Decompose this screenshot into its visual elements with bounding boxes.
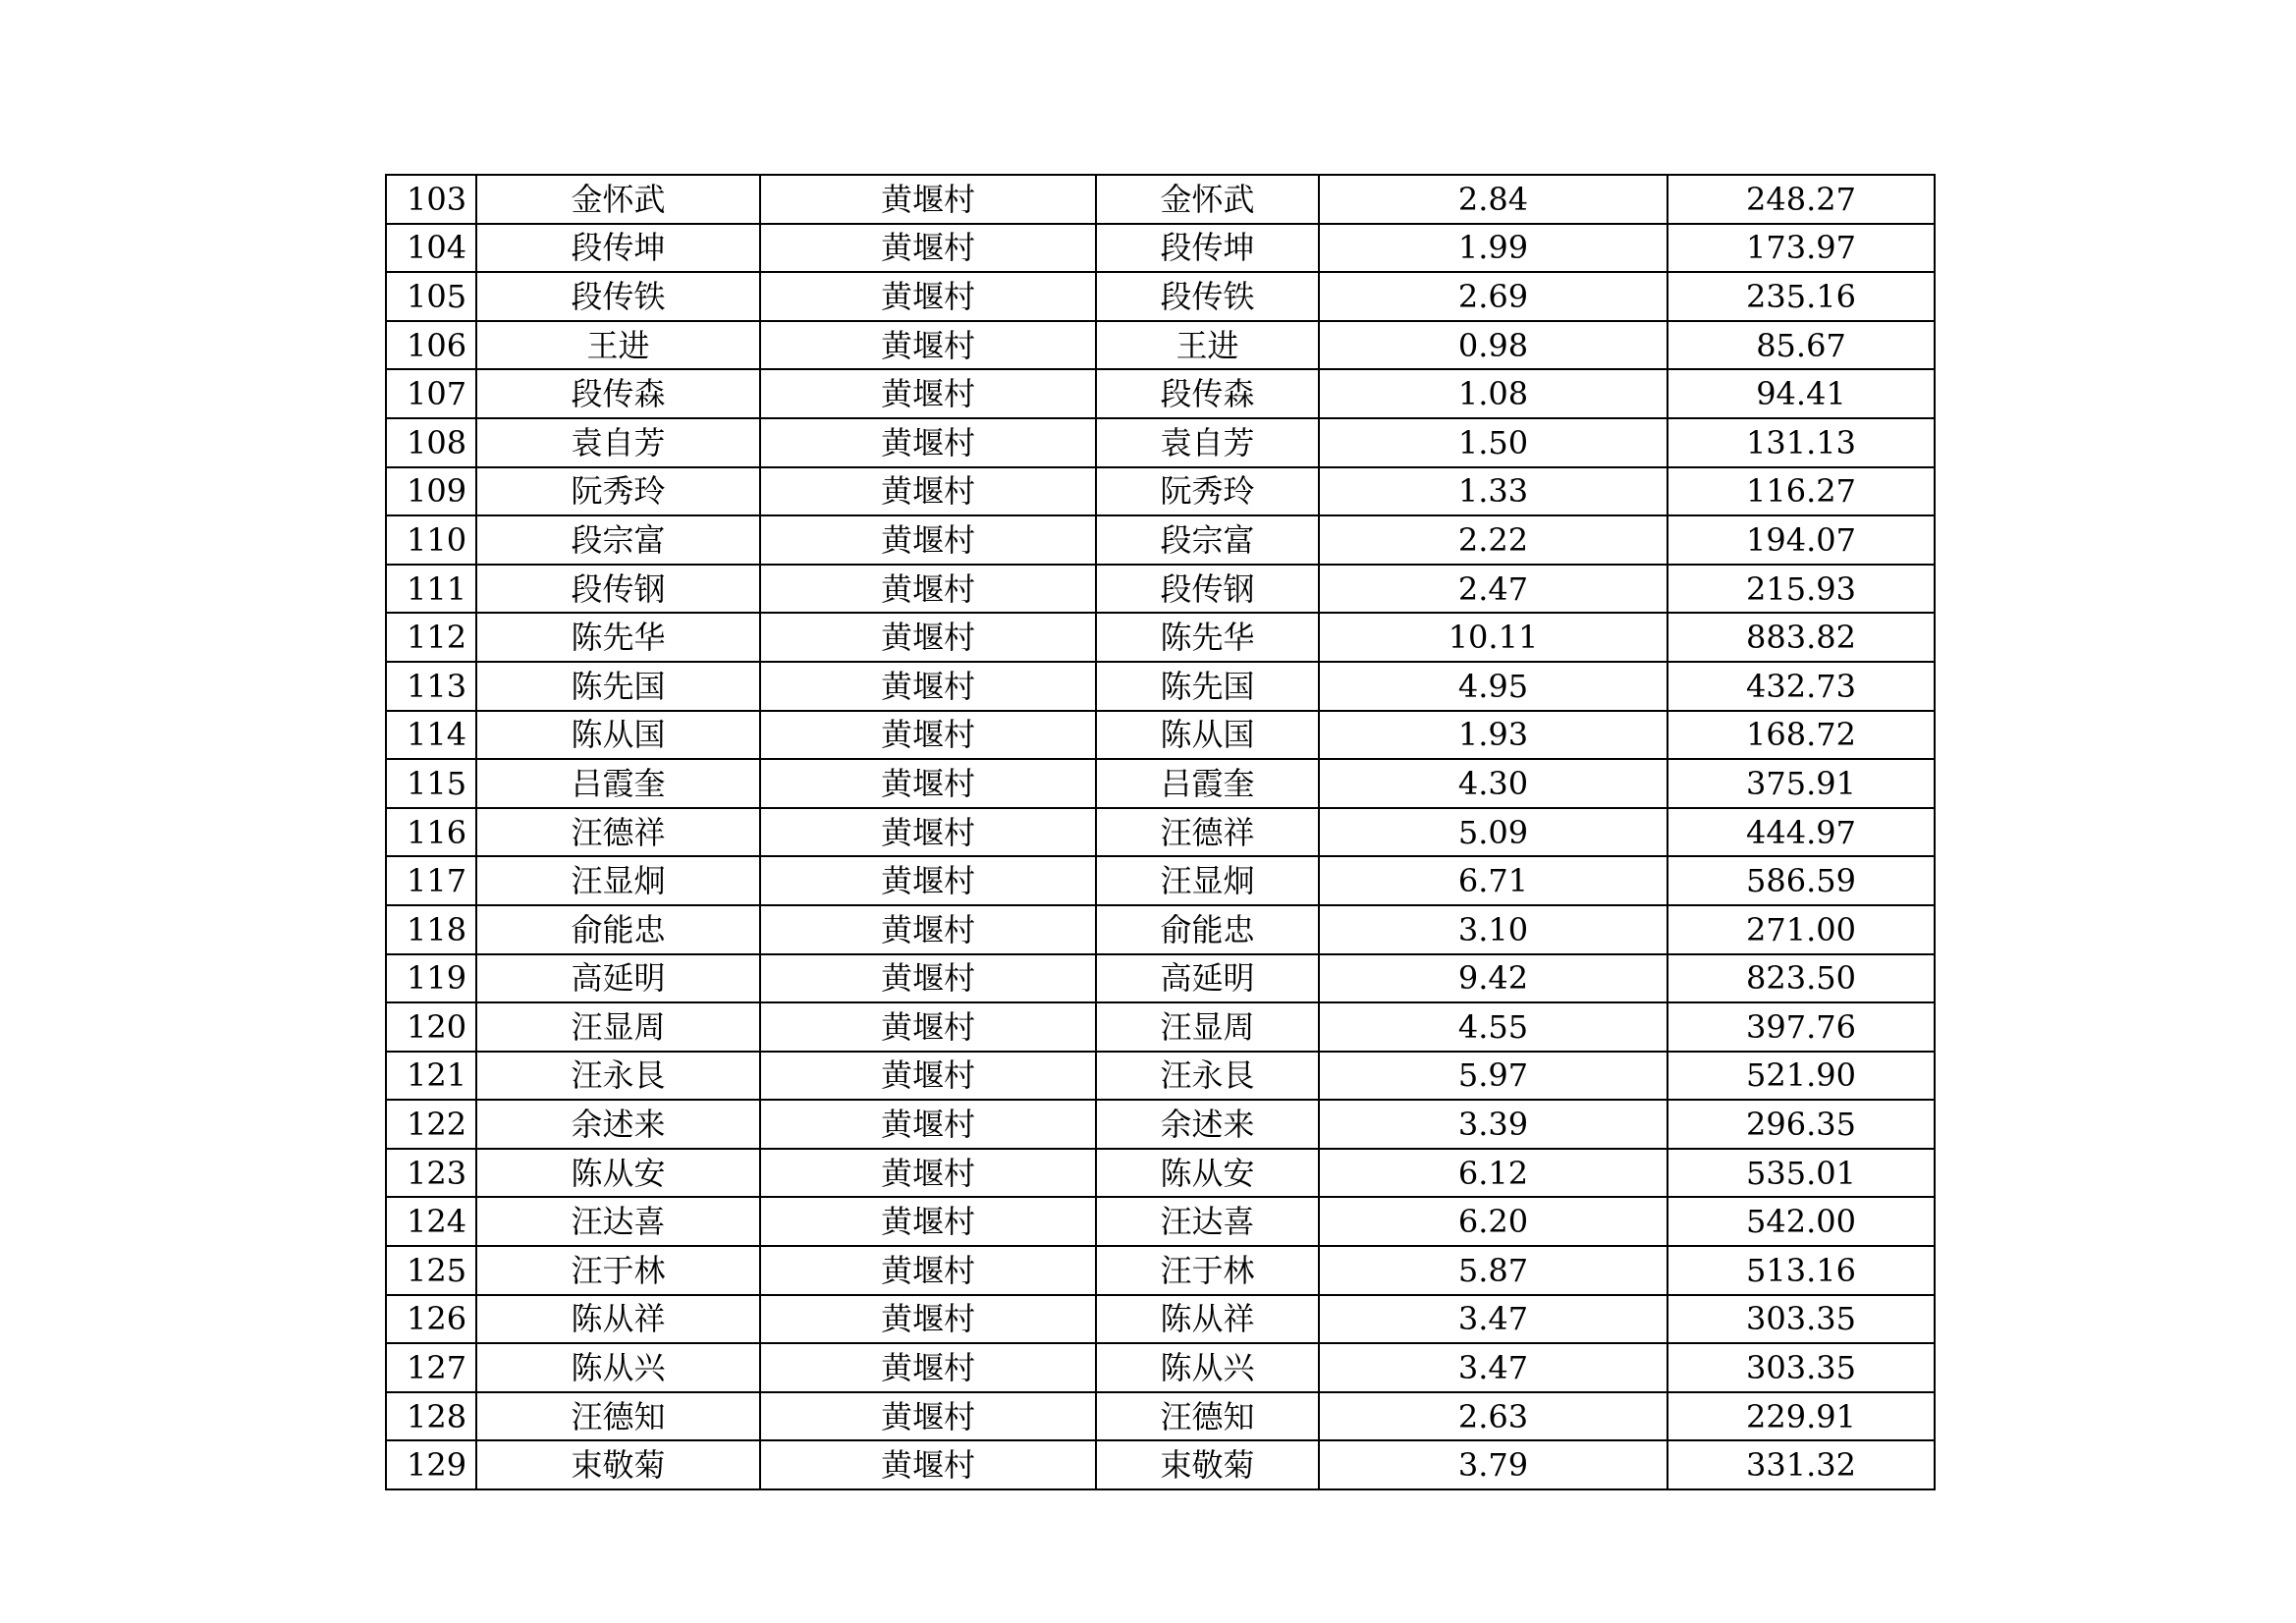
table-row [386, 321, 1935, 370]
area-cell: 5.87 [1319, 1246, 1667, 1295]
name-cell: 陈从兴 [476, 1343, 760, 1392]
village-cell: 黄堰村 [760, 1002, 1096, 1052]
table-row [386, 1149, 1935, 1198]
village-cell: 黄堰村 [760, 711, 1096, 760]
row-number-cell: 117 [386, 856, 476, 905]
village-cell: 黄堰村 [760, 613, 1096, 662]
name-cell: 陈从国 [476, 711, 760, 760]
area-cell: 1.50 [1319, 418, 1667, 467]
village-cell: 黄堰村 [760, 1100, 1096, 1149]
table-row [386, 1197, 1935, 1246]
table-row [386, 856, 1935, 905]
table-row [386, 1100, 1935, 1149]
amount-cell: 194.07 [1667, 515, 1935, 565]
row-number-cell: 113 [386, 662, 476, 711]
table-row [386, 759, 1935, 808]
row-number-cell: 125 [386, 1246, 476, 1295]
table-row [386, 1295, 1935, 1344]
row-number-cell: 111 [386, 565, 476, 614]
name-cell: 阮秀玲 [476, 467, 760, 516]
amount-cell: 131.13 [1667, 418, 1935, 467]
holder-cell: 陈从祥 [1096, 1295, 1319, 1344]
holder-cell: 余述来 [1096, 1100, 1319, 1149]
village-cell: 黄堰村 [760, 224, 1096, 273]
amount-cell: 248.27 [1667, 175, 1935, 224]
amount-cell: 303.35 [1667, 1295, 1935, 1344]
amount-cell: 303.35 [1667, 1343, 1935, 1392]
area-cell: 2.47 [1319, 565, 1667, 614]
area-cell: 6.12 [1319, 1149, 1667, 1198]
amount-cell: 168.72 [1667, 711, 1935, 760]
table-row [386, 1392, 1935, 1441]
row-number-cell: 121 [386, 1052, 476, 1101]
amount-cell: 586.59 [1667, 856, 1935, 905]
village-cell: 黄堰村 [760, 1052, 1096, 1101]
row-number-cell: 109 [386, 467, 476, 516]
area-cell: 2.69 [1319, 272, 1667, 321]
table-row [386, 467, 1935, 516]
village-cell: 黄堰村 [760, 1197, 1096, 1246]
holder-cell: 汪德祥 [1096, 808, 1319, 857]
amount-cell: 331.32 [1667, 1440, 1935, 1489]
holder-cell: 王进 [1096, 321, 1319, 370]
amount-cell: 542.00 [1667, 1197, 1935, 1246]
holder-cell: 汪显周 [1096, 1002, 1319, 1052]
village-cell: 黄堰村 [760, 954, 1096, 1003]
holder-cell: 段传森 [1096, 369, 1319, 418]
table-row [386, 175, 1935, 224]
holder-cell: 汪显炯 [1096, 856, 1319, 905]
village-cell: 黄堰村 [760, 856, 1096, 905]
village-cell: 黄堰村 [760, 905, 1096, 954]
name-cell: 陈先国 [476, 662, 760, 711]
amount-cell: 883.82 [1667, 613, 1935, 662]
holder-cell: 束敬菊 [1096, 1440, 1319, 1489]
name-cell: 王进 [476, 321, 760, 370]
amount-cell: 116.27 [1667, 467, 1935, 516]
row-number-cell: 128 [386, 1392, 476, 1441]
village-cell: 黄堰村 [760, 662, 1096, 711]
row-number-cell: 129 [386, 1440, 476, 1489]
holder-cell: 阮秀玲 [1096, 467, 1319, 516]
village-cell: 黄堰村 [760, 808, 1096, 857]
area-cell: 0.98 [1319, 321, 1667, 370]
holder-cell: 汪德知 [1096, 1392, 1319, 1441]
row-number-cell: 124 [386, 1197, 476, 1246]
name-cell: 段传铁 [476, 272, 760, 321]
area-cell: 4.30 [1319, 759, 1667, 808]
table-row [386, 224, 1935, 273]
row-number-cell: 105 [386, 272, 476, 321]
village-cell: 黄堰村 [760, 1392, 1096, 1441]
table-row [386, 1440, 1935, 1489]
row-number-cell: 114 [386, 711, 476, 760]
holder-cell: 汪达喜 [1096, 1197, 1319, 1246]
holder-cell: 陈从国 [1096, 711, 1319, 760]
village-cell: 黄堰村 [760, 321, 1096, 370]
village-cell: 黄堰村 [760, 175, 1096, 224]
table-row [386, 613, 1935, 662]
village-cell: 黄堰村 [760, 1343, 1096, 1392]
area-cell: 3.47 [1319, 1343, 1667, 1392]
name-cell: 高延明 [476, 954, 760, 1003]
row-number-cell: 122 [386, 1100, 476, 1149]
row-number-cell: 118 [386, 905, 476, 954]
row-number-cell: 126 [386, 1295, 476, 1344]
amount-cell: 397.76 [1667, 1002, 1935, 1052]
amount-cell: 375.91 [1667, 759, 1935, 808]
amount-cell: 535.01 [1667, 1149, 1935, 1198]
amount-cell: 444.97 [1667, 808, 1935, 857]
holder-cell: 吕霞奎 [1096, 759, 1319, 808]
holder-cell: 汪永艮 [1096, 1052, 1319, 1101]
holder-cell: 段宗富 [1096, 515, 1319, 565]
amount-cell: 94.41 [1667, 369, 1935, 418]
table-row [386, 565, 1935, 614]
area-cell: 4.55 [1319, 1002, 1667, 1052]
name-cell: 汪显周 [476, 1002, 760, 1052]
name-cell: 吕霞奎 [476, 759, 760, 808]
area-cell: 3.39 [1319, 1100, 1667, 1149]
name-cell: 陈从安 [476, 1149, 760, 1198]
village-cell: 黄堰村 [760, 467, 1096, 516]
name-cell: 陈从祥 [476, 1295, 760, 1344]
village-cell: 黄堰村 [760, 565, 1096, 614]
table-row [386, 711, 1935, 760]
village-cell: 黄堰村 [760, 369, 1096, 418]
holder-cell: 段传钢 [1096, 565, 1319, 614]
amount-cell: 271.00 [1667, 905, 1935, 954]
row-number-cell: 110 [386, 515, 476, 565]
row-number-cell: 119 [386, 954, 476, 1003]
village-cell: 黄堰村 [760, 1246, 1096, 1295]
row-number-cell: 106 [386, 321, 476, 370]
area-cell: 6.20 [1319, 1197, 1667, 1246]
amount-cell: 521.90 [1667, 1052, 1935, 1101]
name-cell: 余述来 [476, 1100, 760, 1149]
row-number-cell: 103 [386, 175, 476, 224]
name-cell: 袁自芳 [476, 418, 760, 467]
row-number-cell: 107 [386, 369, 476, 418]
amount-cell: 235.16 [1667, 272, 1935, 321]
table-row [386, 954, 1935, 1003]
name-cell: 段传森 [476, 369, 760, 418]
amount-cell: 85.67 [1667, 321, 1935, 370]
holder-cell: 陈先国 [1096, 662, 1319, 711]
village-cell: 黄堰村 [760, 1440, 1096, 1489]
amount-cell: 229.91 [1667, 1392, 1935, 1441]
area-cell: 2.63 [1319, 1392, 1667, 1441]
area-cell: 1.33 [1319, 467, 1667, 516]
table-row [386, 1052, 1935, 1101]
amount-cell: 823.50 [1667, 954, 1935, 1003]
name-cell: 俞能忠 [476, 905, 760, 954]
row-number-cell: 104 [386, 224, 476, 273]
area-cell: 4.95 [1319, 662, 1667, 711]
row-number-cell: 115 [386, 759, 476, 808]
area-cell: 5.97 [1319, 1052, 1667, 1101]
table-row [386, 369, 1935, 418]
name-cell: 汪德祥 [476, 808, 760, 857]
row-number-cell: 112 [386, 613, 476, 662]
holder-cell: 汪于林 [1096, 1246, 1319, 1295]
row-number-cell: 123 [386, 1149, 476, 1198]
holder-cell: 袁自芳 [1096, 418, 1319, 467]
table-row [386, 272, 1935, 321]
amount-cell: 432.73 [1667, 662, 1935, 711]
area-cell: 9.42 [1319, 954, 1667, 1003]
village-cell: 黄堰村 [760, 1149, 1096, 1198]
name-cell: 段宗富 [476, 515, 760, 565]
table-row [386, 905, 1935, 954]
row-number-cell: 127 [386, 1343, 476, 1392]
holder-cell: 陈从兴 [1096, 1343, 1319, 1392]
name-cell: 段传钢 [476, 565, 760, 614]
subsidy-table [385, 174, 1936, 1490]
area-cell: 3.10 [1319, 905, 1667, 954]
table-row [386, 1246, 1935, 1295]
table-row [386, 1343, 1935, 1392]
area-cell: 1.99 [1319, 224, 1667, 273]
holder-cell: 高延明 [1096, 954, 1319, 1003]
name-cell: 汪显炯 [476, 856, 760, 905]
village-cell: 黄堰村 [760, 272, 1096, 321]
area-cell: 2.84 [1319, 175, 1667, 224]
table-row [386, 808, 1935, 857]
area-cell: 3.47 [1319, 1295, 1667, 1344]
name-cell: 汪德知 [476, 1392, 760, 1441]
holder-cell: 陈从安 [1096, 1149, 1319, 1198]
table-row [386, 662, 1935, 711]
table-row [386, 1002, 1935, 1052]
name-cell: 金怀武 [476, 175, 760, 224]
name-cell: 束敬菊 [476, 1440, 760, 1489]
area-cell: 6.71 [1319, 856, 1667, 905]
holder-cell: 金怀武 [1096, 175, 1319, 224]
village-cell: 黄堰村 [760, 1295, 1096, 1344]
holder-cell: 段传铁 [1096, 272, 1319, 321]
amount-cell: 173.97 [1667, 224, 1935, 273]
amount-cell: 296.35 [1667, 1100, 1935, 1149]
area-cell: 1.93 [1319, 711, 1667, 760]
table-body [386, 175, 1935, 1489]
area-cell: 10.11 [1319, 613, 1667, 662]
name-cell: 汪于林 [476, 1246, 760, 1295]
village-cell: 黄堰村 [760, 515, 1096, 565]
row-number-cell: 116 [386, 808, 476, 857]
village-cell: 黄堰村 [760, 759, 1096, 808]
table-row [386, 418, 1935, 467]
village-cell: 黄堰村 [760, 418, 1096, 467]
row-number-cell: 120 [386, 1002, 476, 1052]
row-number-cell: 108 [386, 418, 476, 467]
area-cell: 1.08 [1319, 369, 1667, 418]
holder-cell: 段传坤 [1096, 224, 1319, 273]
holder-cell: 俞能忠 [1096, 905, 1319, 954]
table-row [386, 515, 1935, 565]
name-cell: 陈先华 [476, 613, 760, 662]
name-cell: 段传坤 [476, 224, 760, 273]
holder-cell: 陈先华 [1096, 613, 1319, 662]
area-cell: 3.79 [1319, 1440, 1667, 1489]
area-cell: 2.22 [1319, 515, 1667, 565]
name-cell: 汪达喜 [476, 1197, 760, 1246]
amount-cell: 215.93 [1667, 565, 1935, 614]
area-cell: 5.09 [1319, 808, 1667, 857]
name-cell: 汪永艮 [476, 1052, 760, 1101]
amount-cell: 513.16 [1667, 1246, 1935, 1295]
